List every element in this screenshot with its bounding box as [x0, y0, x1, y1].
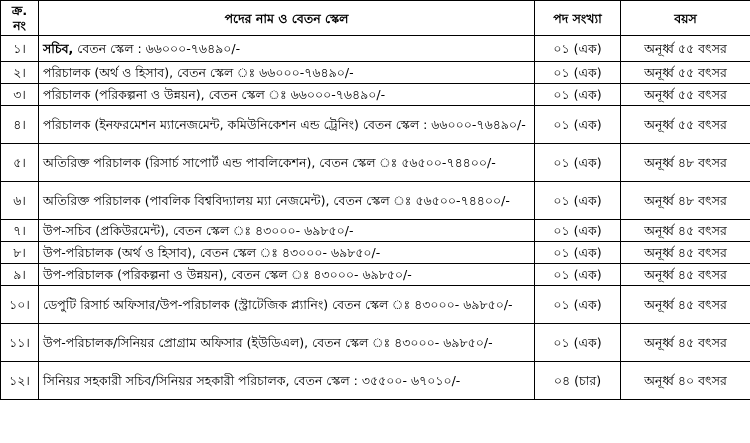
table-row [1, 182, 750, 220]
row-post-count: ০১ (এক) [535, 182, 621, 220]
row-post-and-scale [39, 106, 535, 144]
row-post-and-scale [39, 242, 535, 264]
table-row [1, 106, 750, 144]
row-age-limit: অনূর্ধ্ব ৫৫ বৎসর [621, 36, 750, 62]
table-row [1, 36, 750, 62]
row-serial: ৩। [1, 84, 39, 106]
table-row [1, 62, 750, 84]
row-age-limit: অনূর্ধ্ব ৪৫ বৎসর [621, 242, 750, 264]
row-serial: ৭। [1, 220, 39, 242]
row-serial: ১২। [1, 362, 39, 400]
row-post-text: উপ-পরিচালক/সিনিয়র প্রোগ্রাম অফিসার (ইউডিএল), বেতন স্কেল ঃ ৪৩০০০- ৬৯৮৫০/- [43, 335, 493, 350]
row-post-and-scale [39, 182, 535, 220]
table-row [1, 84, 750, 106]
row-post-text: ডেপুটি রিসার্চ অফিসার/উপ-পরিচালক (স্ট্রাটেজিক প্ল্যানিং) বেতন স্কেল ঃ ৪৩০০০- ৬৯৮৫০/- [43, 297, 513, 312]
row-post-and-scale [39, 84, 535, 106]
row-post-and-scale [39, 36, 535, 62]
row-post-and-scale [39, 144, 535, 182]
row-age-limit: অনূর্ধ্ব ৪৮ বৎসর [621, 144, 750, 182]
row-post-text: পরিচালক (পরিকল্পনা ও উন্নয়ন), বেতন স্কেল ঃ ৬৬০০০-৭৬৪৯০/- [43, 87, 386, 102]
row-post-and-scale [39, 324, 535, 362]
row-post-count: ০১ (এক) [535, 286, 621, 324]
header-post-and-scale: পদের নাম ও বেতন স্কেল [39, 1, 535, 36]
table-row [1, 242, 750, 264]
row-post-count: ০১ (এক) [535, 62, 621, 84]
header-serial: ক্র. নং [1, 1, 39, 36]
row-post-text: বেতন স্কেল : ৬৬০০০-৭৬৪৯০/- [73, 41, 241, 56]
row-age-limit: অনূর্ধ্ব ৫৫ বৎসর [621, 84, 750, 106]
row-serial: ৫। [1, 144, 39, 182]
row-post-count: ০৪ (চার) [535, 362, 621, 400]
header-age: বয়স [621, 1, 750, 36]
row-post-and-scale [39, 264, 535, 286]
row-post-count: ০১ (এক) [535, 84, 621, 106]
row-serial: ৯। [1, 264, 39, 286]
row-post-count: ০১ (এক) [535, 106, 621, 144]
row-serial: ৮। [1, 242, 39, 264]
row-post-text: উপ-সচিব (প্রকিউরমেন্ট), বেতন স্কেল ঃ ৪৩০০০- ৬৯৮৫০/- [43, 223, 354, 238]
table-row [1, 324, 750, 362]
header-post-count: পদ সংখ্যা [535, 1, 621, 36]
row-post-count: ০১ (এক) [535, 36, 621, 62]
row-post-text: সিনিয়র সহকারী সচিব/সিনিয়র সহকারী পরিচালক, বেতন স্কেল : ৩৫৫০০- ৬৭০১০/- [43, 373, 461, 388]
row-post-count: ০১ (এক) [535, 324, 621, 362]
row-post-text: পরিচালক (অর্থ ও হিসাব), বেতন স্কেল ঃ ৬৬০০০-৭৬৪৯০/- [43, 65, 354, 80]
table-header-row [1, 1, 750, 36]
row-post-text: অতিরিক্ত পরিচালক (রিসার্চ সাপোর্ট এন্ড পাবলিকেশন), বেতন স্কেল ঃ ৫৬৫০০-৭৪৪০০/- [43, 155, 496, 170]
table-row [1, 144, 750, 182]
row-post-text: উপ-পরিচালক (পরিকল্পনা ও উন্নয়ন), বেতন স্কেল ঃ ৪৩০০০- ৬৯৮৫০/- [43, 267, 412, 282]
row-post-count: ০১ (এক) [535, 264, 621, 286]
row-post-count: ০১ (এক) [535, 242, 621, 264]
row-age-limit: অনূর্ধ্ব ৪৫ বৎসর [621, 324, 750, 362]
row-post-and-scale [39, 362, 535, 400]
row-post-and-scale [39, 62, 535, 84]
row-post-count: ০১ (এক) [535, 144, 621, 182]
table-row [1, 362, 750, 400]
row-post-count: ০১ (এক) [535, 220, 621, 242]
row-age-limit: অনূর্ধ্ব ৫৫ বৎসর [621, 106, 750, 144]
row-serial: ১। [1, 36, 39, 62]
table-row [1, 286, 750, 324]
row-serial: ৬। [1, 182, 39, 220]
table-row [1, 220, 750, 242]
row-age-limit: অনূর্ধ্ব ৪৮ বৎসর [621, 182, 750, 220]
row-post-and-scale [39, 220, 535, 242]
row-post-bold: সচিব, [43, 41, 74, 56]
row-post-text: অতিরিক্ত পরিচালক (পাবলিক বিশ্ববিদ্যালয় ম্যা নেজমেন্ট), বেতন স্কেল ঃ ৫৬৫০০-৭৪৪০০/- [43, 193, 510, 208]
row-serial: ১০। [1, 286, 39, 324]
row-age-limit: অনূর্ধ্ব ৪৫ বৎসর [621, 220, 750, 242]
row-age-limit: অনূর্ধ্ব ৪৫ বৎসর [621, 264, 750, 286]
table-row [1, 264, 750, 286]
row-post-text: পরিচালক (ইনফরমেশন ম্যানেজমেন্ট, কমিউনিকেশন এন্ড ট্রেনিং) বেতন স্কেল : ৬৬০০০-৭৬৪৯০/- [43, 117, 526, 132]
row-age-limit: অনূর্ধ্ব ৪৫ বৎসর [621, 286, 750, 324]
row-age-limit: অনূর্ধ্ব ৪০ বৎসর [621, 362, 750, 400]
row-serial: ৪। [1, 106, 39, 144]
row-post-text: উপ-পরিচালক (অর্থ ও হিসাব), বেতন স্কেল ঃ ৪৩০০০- ৬৯৮৫০/- [43, 245, 381, 260]
row-age-limit: অনূর্ধ্ব ৫৫ বৎসর [621, 62, 750, 84]
row-serial: ২। [1, 62, 39, 84]
row-post-and-scale [39, 286, 535, 324]
row-serial: ১১। [1, 324, 39, 362]
